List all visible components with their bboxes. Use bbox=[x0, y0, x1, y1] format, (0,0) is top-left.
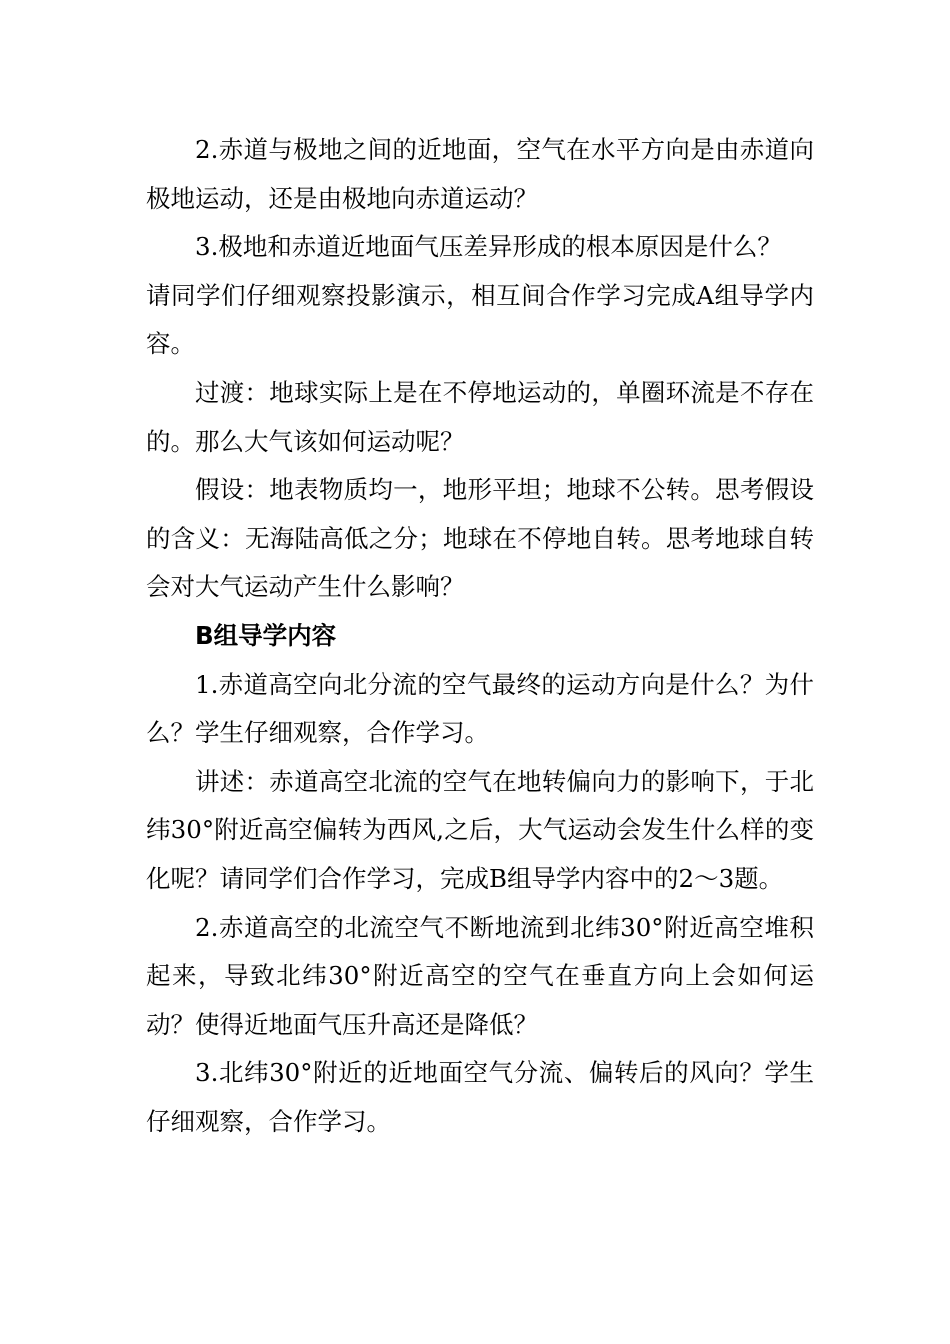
paragraph-assumption: 假设：地表物质均一，地形平坦；地球不公转。思考假设的含义：无海陆高低之分；地球在不停地自转。思考地球自转会对大气运动产生什么影响？ bbox=[146, 475, 814, 602]
document-body bbox=[146, 126, 814, 1146]
paragraph-b-question-2: 2.赤道高空的北流空气不断地流到北纬30°附近高空堆积起来，导致北纬30°附近高空的空气在垂直方向上会如何运动？使得近地面气压升高还是降低？ bbox=[146, 912, 814, 1039]
paragraph-instruction: 请同学们仔细观察投影演示，相互间合作学习完成A组导学内容。 bbox=[146, 280, 814, 359]
section-heading-b: B组导学内容 bbox=[195, 620, 337, 650]
paragraph-question-3: 3.极地和赤道近地面气压差异形成的根本原因是什么？ bbox=[195, 232, 782, 262]
paragraph-lecture: 讲述：赤道高空北流的空气在地转偏向力的影响下，于北纬30°附近高空偏转为西风,之后，大气运动会发生什么样的变化呢？请同学们合作学习，完成B组导学内容中的2～3题。 bbox=[146, 766, 814, 893]
paragraph-b-question-1: 1.赤道高空向北分流的空气最终的运动方向是什么？为什么？学生仔细观察，合作学习。 bbox=[146, 669, 814, 748]
paragraph-b-question-3: 3.北纬30°附近的近地面空气分流、偏转后的风向？学生仔细观察，合作学习。 bbox=[146, 1058, 814, 1136]
paragraph-question-2: 2.赤道与极地之间的近地面，空气在水平方向是由赤道向极地运动，还是由极地向赤道运动？ bbox=[146, 135, 814, 213]
paragraph-transition: 过渡：地球实际上是在不停地运动的，单圈环流是不存在的。那么大气该如何运动呢？ bbox=[146, 377, 814, 456]
